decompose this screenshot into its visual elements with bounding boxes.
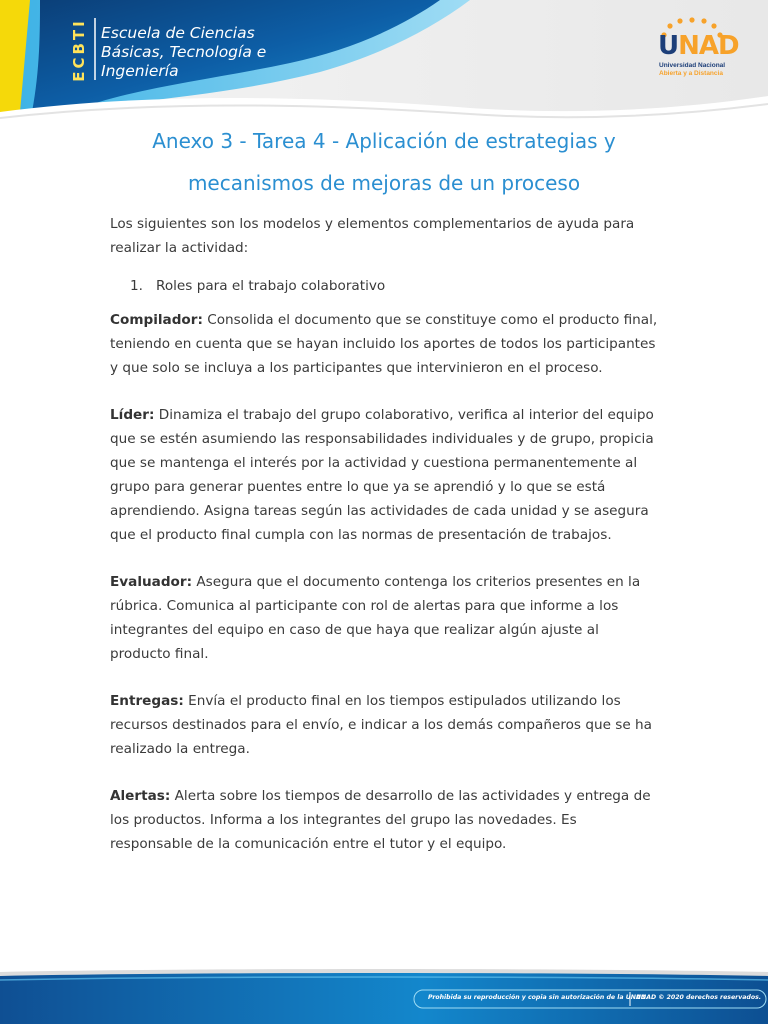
school-name-line-3: Ingeniería — [101, 62, 179, 80]
role-description: Envía el producto final en los tiempos estipulados utilizando los recursos destinados para el envío, e indicar a los demás compañeros que se ha realizado la entrega. — [110, 693, 652, 757]
unad-logo — [656, 17, 746, 79]
role-description: Consolida el documento que se constituye como el producto final, teniendo en cuenta que se hayan incluido los aportes de todos los participantes y que solo se incluya a los participantes que intervinieron en el proceso. — [110, 312, 658, 376]
school-name — [101, 24, 321, 81]
logo-wordmark — [658, 31, 739, 61]
role-description: Asegura que el documento contenga los criterios presentes en la rúbrica. Comunica al participante con rol de alertas para que informe a los integrantes del equipo en caso de que haya que realizar algún ajuste al producto final. — [110, 574, 641, 662]
role-name: Evaluador: — [110, 574, 193, 590]
footer-notice: Prohibida su reproducción y copia sin autorización de la UNAD. — [428, 994, 649, 1001]
role-name: Alertas: — [110, 788, 171, 804]
role-description: Alerta sobre los tiempos de desarrollo de las actividades y entrega de los productos. Informa a los integrantes del grupo las novedades. Es responsable de la comunicación entre el tutor y el equipo. — [110, 788, 651, 852]
school-name-line-2: Básicas, Tecnología e — [101, 43, 267, 61]
document-title: Anexo 3 - Tarea 4 - Aplicación de estrategias y mecanismos de mejoras de un proceso — [152, 129, 616, 195]
role-name: Entregas: — [110, 693, 184, 709]
school-name-line-1: Escuela de Ciencias — [101, 24, 255, 42]
role-lider — [110, 403, 662, 547]
role-description: Dinamiza el trabajo del grupo colaborativo, verifica al interior del equipo que se estén asumiendo las responsabilidades individuales y de grupo, propicia que se mantenga el interés por la actividad y cuestiona permanentemente al grupo para generar puentes entre lo que ya se aprendió y lo que se está aprendiendo. Asigna tareas según las actividades de cada unidad y se asegura que el producto final cumpla con las normas de presentación de trabajos. — [110, 407, 654, 543]
footer-copyright: UNAD © 2020 derechos reservados. — [636, 994, 762, 1001]
intro-paragraph: Los siguientes son los modelos y elementos complementarios de ayuda para realizar la actividad: — [110, 216, 635, 256]
page-header — [0, 0, 768, 130]
ecbti-label — [66, 20, 92, 80]
role-name: Compilador: — [110, 312, 203, 328]
logo-word-nad: NAD — [678, 31, 739, 61]
list-item-number: 1. — [130, 278, 143, 294]
role-entregas — [110, 689, 662, 761]
numbered-list — [110, 274, 662, 298]
document-body — [110, 212, 662, 879]
page-footer — [0, 968, 768, 1024]
logo-word-u: U — [658, 31, 679, 61]
logo-subtitle-line-1: Universidad Nacional — [659, 62, 726, 69]
role-compilador — [110, 308, 662, 380]
role-alertas — [110, 784, 662, 856]
logo-subtitle-line-2: Abierta y a Distancia — [659, 69, 723, 77]
list-item — [110, 274, 662, 298]
list-item-text: Roles para el trabajo colaborativo — [156, 278, 386, 294]
ecbti-text: ECBTI — [70, 18, 89, 82]
role-evaluador — [110, 570, 662, 666]
logo-subtitle — [659, 62, 749, 77]
role-name: Líder: — [110, 407, 155, 423]
